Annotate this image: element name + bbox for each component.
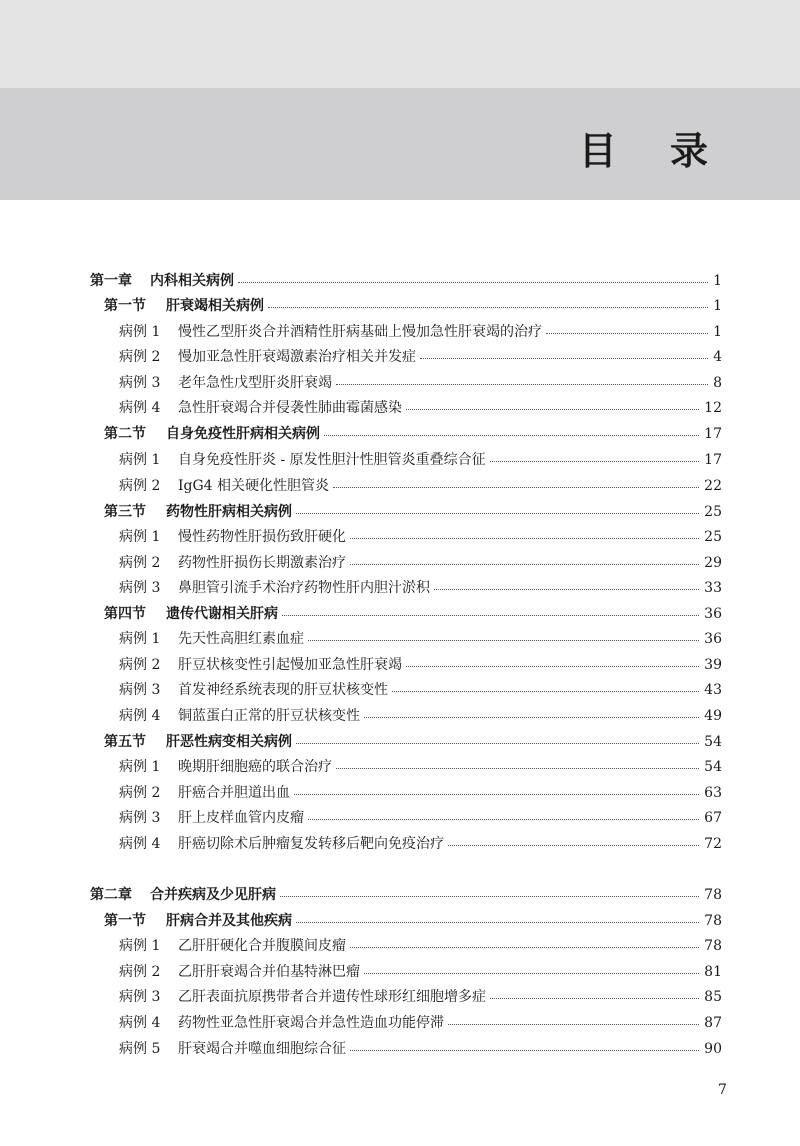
toc-entry-label: 病例 2	[119, 964, 161, 980]
toc-entry-label: 第一节	[104, 298, 146, 314]
toc-case-row	[0, 448, 800, 472]
toc-case-row	[0, 704, 800, 728]
toc-case-row	[0, 806, 800, 830]
toc-entry-title: 药物性肝损伤长期激素治疗	[178, 555, 346, 571]
toc-case-row	[0, 576, 800, 600]
toc-case-row	[0, 371, 800, 395]
toc-case-row	[0, 551, 800, 575]
toc-case-row	[0, 832, 800, 856]
toc-case-row	[0, 755, 800, 779]
dot-leader	[448, 1024, 699, 1025]
toc-entry-page: 85	[704, 989, 722, 1005]
toc-entry-title: 慢加亚急性肝衰竭激素治疗相关并发症	[178, 349, 416, 365]
dot-leader	[434, 589, 699, 590]
toc-entry-title: 合并疾病及少见肝病	[150, 887, 276, 903]
toc-case-row	[0, 525, 800, 549]
toc-entry-title: 药物性肝病相关病例	[166, 504, 292, 520]
toc-entry-title: 首发神经系统表现的肝豆状核变性	[178, 682, 388, 698]
toc-entry-label: 病例 1	[119, 759, 161, 775]
toc-entry-title: 肝衰竭相关病例	[166, 298, 264, 314]
toc-entry-page: 90	[704, 1041, 722, 1057]
toc-entry-page: 1	[713, 273, 722, 289]
toc-entry-label: 病例 3	[119, 682, 161, 698]
dot-leader	[406, 409, 699, 410]
dot-leader	[420, 358, 708, 359]
toc-entry-title: 肝豆状核变性引起慢加亚急性肝衰竭	[178, 657, 402, 673]
toc-entry-label: 病例 1	[119, 452, 161, 468]
toc-case-row	[0, 1037, 800, 1061]
toc-entry-label: 病例 1	[119, 631, 161, 647]
toc-entry-label: 第四节	[104, 606, 146, 622]
toc-case-row	[0, 985, 800, 1009]
dot-leader	[333, 487, 699, 488]
dot-leader	[294, 794, 699, 795]
toc-entry-title: 老年急性戊型肝炎肝衰竭	[178, 375, 332, 391]
toc-entry-page: 36	[704, 631, 722, 647]
dot-leader	[280, 896, 699, 897]
page-title: 目 录	[578, 129, 728, 173]
dot-leader	[490, 998, 699, 999]
toc-chapter-row	[0, 269, 800, 293]
toc-entry-page: 39	[704, 657, 722, 673]
toc-case-row	[0, 627, 800, 651]
dot-leader	[296, 922, 699, 923]
toc-case-row	[0, 960, 800, 984]
toc-entry-label: 病例 4	[119, 836, 161, 852]
dot-leader	[364, 973, 699, 974]
toc-section-row	[0, 294, 800, 318]
toc-entry-page: 25	[704, 504, 722, 520]
dot-leader	[336, 384, 708, 385]
toc-section-row	[0, 602, 800, 626]
toc-case-row	[0, 320, 800, 344]
toc-entry-page: 36	[704, 606, 722, 622]
toc-entry-label: 病例 3	[119, 375, 161, 391]
toc-section-row	[0, 500, 800, 524]
toc-case-row	[0, 396, 800, 420]
toc-entry-label: 病例 3	[119, 989, 161, 1005]
toc-entry-title: 急性肝衰竭合并侵袭性肺曲霉菌感染	[178, 400, 402, 416]
dot-leader	[296, 513, 699, 514]
toc-entry-label: 第二节	[104, 426, 146, 442]
toc-entry-label: 病例 4	[119, 1015, 161, 1031]
toc-entry-label: 病例 1	[119, 938, 161, 954]
toc-case-row	[0, 781, 800, 805]
toc-entry-page: 1	[713, 324, 722, 340]
toc-entry-label: 病例 2	[119, 657, 161, 673]
toc-entry-label: 第一章	[90, 273, 132, 289]
toc-entry-title: 乙肝表面抗原携带者合并遗传性球形红细胞增多症	[178, 989, 486, 1005]
toc-case-row	[0, 474, 800, 498]
toc-entry-title: 慢性药物性肝损伤致肝硬化	[178, 529, 346, 545]
toc-entry-page: 25	[704, 529, 722, 545]
toc-entry-page: 87	[704, 1015, 722, 1031]
dot-leader	[392, 691, 699, 692]
toc-section-row	[0, 730, 800, 754]
toc-entry-label: 第一节	[104, 913, 146, 929]
toc-case-row	[0, 1011, 800, 1035]
toc-entry-label: 病例 3	[119, 810, 161, 826]
toc-entry-page: 63	[704, 785, 722, 801]
toc-case-row	[0, 934, 800, 958]
toc-entry-page: 22	[704, 478, 722, 494]
toc-entry-label: 病例 4	[119, 708, 161, 724]
toc-entry-title: 肝病合并及其他疾病	[166, 913, 292, 929]
toc-entry-label: 第二章	[90, 887, 132, 903]
toc-entry-label: 病例 4	[119, 400, 161, 416]
toc-section-row	[0, 909, 800, 933]
toc-entry-title: 先天性高胆红素血症	[178, 631, 304, 647]
dot-leader	[350, 564, 699, 565]
toc-entry-label: 病例 2	[119, 349, 161, 365]
toc-entry-page: 43	[704, 682, 722, 698]
toc-entry-page: 81	[704, 964, 722, 980]
toc-entry-title: 乙肝肝衰竭合并伯基特淋巴瘤	[178, 964, 360, 980]
toc-entry-title: IgG4 相关硬化性胆管炎	[178, 478, 330, 494]
toc-entry-title: 肝上皮样血管内皮瘤	[178, 810, 304, 826]
dot-leader	[308, 640, 699, 641]
toc-section-row	[0, 422, 800, 446]
toc-entry-title: 肝衰竭合并噬血细胞综合征	[178, 1041, 346, 1057]
toc-entry-title: 遗传代谢相关肝病	[166, 606, 278, 622]
dot-leader	[282, 615, 699, 616]
toc-entry-title: 肝癌合并胆道出血	[178, 785, 290, 801]
toc-entry-label: 病例 2	[119, 555, 161, 571]
toc-entry-label: 病例 1	[119, 324, 161, 340]
toc-entry-page: 29	[704, 555, 722, 571]
toc-entry-title: 慢性乙型肝炎合并酒精性肝病基础上慢加急性肝衰竭的治疗	[178, 324, 542, 340]
toc-entry-page: 78	[704, 938, 722, 954]
toc-entry-page: 12	[704, 400, 722, 416]
toc-entry-label: 病例 5	[119, 1041, 161, 1057]
dot-leader	[406, 666, 699, 667]
toc-entry-title: 鼻胆管引流手术治疗药物性肝内胆汁淤积	[178, 580, 430, 596]
toc-entry-title: 肝恶性病变相关病例	[166, 734, 292, 750]
toc-entry-title: 内科相关病例	[150, 273, 234, 289]
dot-leader	[268, 307, 708, 308]
toc-entry-page: 1	[713, 298, 722, 314]
toc-entry-label: 病例 1	[119, 529, 161, 545]
dot-leader	[336, 768, 699, 769]
toc-entry-page: 8	[713, 375, 722, 391]
toc-entry-page: 17	[704, 426, 722, 442]
toc-entry-title: 肝癌切除术后肿瘤复发转移后靶向免疫治疗	[178, 836, 444, 852]
toc-entry-page: 54	[704, 759, 722, 775]
dot-leader	[238, 282, 708, 283]
toc-entry-label: 病例 3	[119, 580, 161, 596]
toc-chapter-row	[0, 883, 800, 907]
toc-entry-page: 78	[704, 887, 722, 903]
toc-entry-label: 第三节	[104, 504, 146, 520]
toc-entry-page: 72	[704, 836, 722, 852]
toc-entry-label: 病例 2	[119, 785, 161, 801]
toc-entry-title: 自身免疫性肝炎 - 原发性胆汁性胆管炎重叠综合征	[178, 452, 486, 468]
toc-entry-page: 33	[704, 580, 722, 596]
toc-entry-label: 第五节	[104, 734, 146, 750]
toc-entry-page: 17	[704, 452, 722, 468]
page-number: 7	[718, 1082, 727, 1098]
toc-entry-title: 药物性亚急性肝衰竭合并急性造血功能停滞	[178, 1015, 444, 1031]
toc-entry-title: 晚期肝细胞癌的联合治疗	[178, 759, 332, 775]
toc-entry-page: 78	[704, 913, 722, 929]
toc-entry-page: 54	[704, 734, 722, 750]
toc-case-row	[0, 678, 800, 702]
dot-leader	[490, 461, 699, 462]
toc-entry-title: 自身免疫性肝病相关病例	[166, 426, 320, 442]
toc-entry-page: 4	[713, 349, 722, 365]
dot-leader	[350, 1050, 699, 1051]
dot-leader	[324, 435, 699, 436]
dot-leader	[296, 743, 699, 744]
toc-entry-page: 49	[704, 708, 722, 724]
dot-leader	[448, 845, 699, 846]
toc-case-row	[0, 345, 800, 369]
header-band	[0, 0, 800, 200]
toc-case-row	[0, 653, 800, 677]
toc-entry-title: 铜蓝蛋白正常的肝豆状核变性	[178, 708, 360, 724]
dot-leader	[364, 717, 699, 718]
toc-entry-title: 乙肝肝硬化合并腹膜间皮瘤	[178, 938, 346, 954]
toc-entry-label: 病例 2	[119, 478, 161, 494]
dot-leader	[308, 819, 699, 820]
toc-entry-page: 67	[704, 810, 722, 826]
dot-leader	[350, 947, 699, 948]
dot-leader	[350, 538, 699, 539]
